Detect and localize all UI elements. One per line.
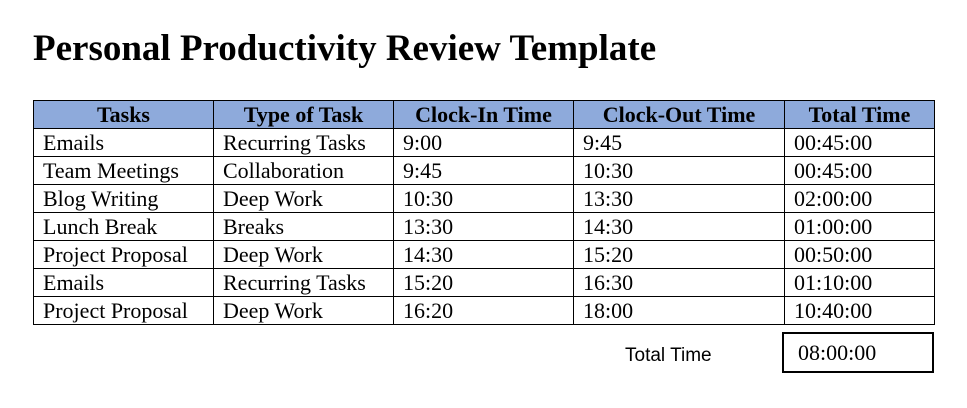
cell-total: 02:00:00: [785, 185, 935, 213]
cell-clock-in: 16:20: [394, 297, 574, 325]
cell-total: 10:40:00: [785, 297, 935, 325]
cell-type: Recurring Tasks: [214, 129, 394, 157]
cell-clock-in: 13:30: [394, 213, 574, 241]
cell-clock-in: 10:30: [394, 185, 574, 213]
table-row: [34, 213, 935, 241]
total-time-label: Total Time: [625, 345, 712, 366]
cell-clock-out: 9:45: [574, 129, 785, 157]
cell-total: 00:50:00: [785, 241, 935, 269]
cell-total: 01:00:00: [785, 213, 935, 241]
cell-total: 00:45:00: [785, 129, 935, 157]
total-time-box: [782, 332, 934, 373]
page-title: Personal Productivity Review Template: [33, 28, 657, 69]
table-row: [34, 269, 935, 297]
table-row: [34, 297, 935, 325]
cell-task: Team Meetings: [34, 157, 214, 185]
header-clock-in-time: Clock-In Time: [394, 101, 574, 129]
cell-clock-out: 14:30: [574, 213, 785, 241]
cell-clock-out: 18:00: [574, 297, 785, 325]
table-row: [34, 241, 935, 269]
cell-clock-in: 9:00: [394, 129, 574, 157]
productivity-table: [33, 100, 935, 325]
cell-task: Project Proposal: [34, 297, 214, 325]
cell-clock-in: 9:45: [394, 157, 574, 185]
cell-type: Recurring Tasks: [214, 269, 394, 297]
cell-task: Emails: [34, 269, 214, 297]
table-header-row: [34, 101, 935, 129]
table-row: [34, 129, 935, 157]
cell-clock-in: 14:30: [394, 241, 574, 269]
cell-clock-out: 10:30: [574, 157, 785, 185]
cell-type: Deep Work: [214, 185, 394, 213]
cell-clock-out: 13:30: [574, 185, 785, 213]
cell-total: 01:10:00: [785, 269, 935, 297]
header-tasks: Tasks: [34, 101, 214, 129]
cell-type: Deep Work: [214, 297, 394, 325]
header-clock-out-time: Clock-Out Time: [574, 101, 785, 129]
cell-clock-in: 15:20: [394, 269, 574, 297]
cell-type: Deep Work: [214, 241, 394, 269]
table-row: [34, 157, 935, 185]
cell-clock-out: 16:30: [574, 269, 785, 297]
cell-clock-out: 15:20: [574, 241, 785, 269]
cell-task: Emails: [34, 129, 214, 157]
header-total-time: Total Time: [785, 101, 935, 129]
total-time-value: 08:00:00: [798, 340, 877, 365]
cell-task: Blog Writing: [34, 185, 214, 213]
header-type-of-task: Type of Task: [214, 101, 394, 129]
cell-type: Breaks: [214, 213, 394, 241]
cell-total: 00:45:00: [785, 157, 935, 185]
table-row: [34, 185, 935, 213]
cell-type: Collaboration: [214, 157, 394, 185]
cell-task: Project Proposal: [34, 241, 214, 269]
cell-task: Lunch Break: [34, 213, 214, 241]
